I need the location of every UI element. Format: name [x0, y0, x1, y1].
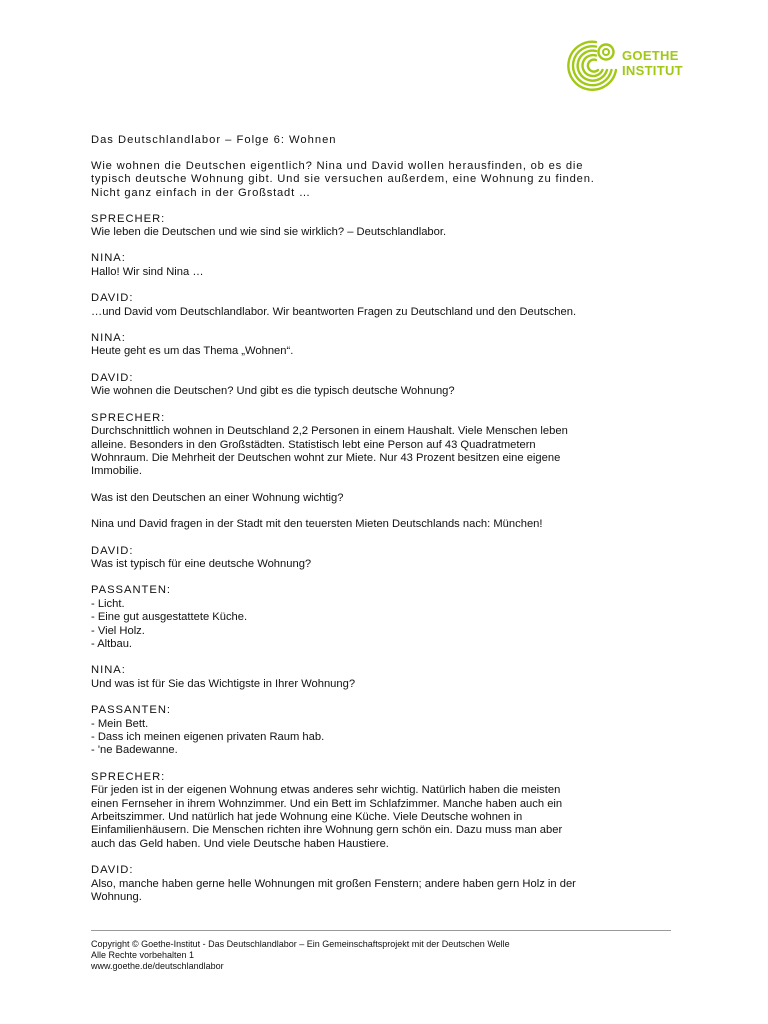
text-line: - Dass ich meinen eigenen privaten Raum hab.: [91, 731, 325, 743]
dialogue-block: [91, 292, 691, 319]
speaker-label: SPRECHER:: [91, 770, 166, 783]
dialogue-block: [91, 864, 691, 904]
intro-paragraph: [91, 160, 691, 200]
dialogue-block: [91, 545, 691, 572]
speaker-label: DAVID:: [91, 864, 134, 877]
text-line: Wohnraum. Die Mehrheit der Deutschen wohnt zur Miete. Nur 43 Prozent besitzen eine eigene: [91, 451, 561, 464]
text-line: …und David vom Deutschlandlabor. Wir beantworten Fragen zu Deutschland und den Deutschen.: [91, 305, 577, 318]
text-line: Heute geht es um das Thema „Wohnen“.: [91, 345, 294, 358]
intro-line: Wie wohnen die Deutschen eigentlich? Nina und David wollen herausfinden, ob es die: [91, 159, 584, 172]
intro-line: typisch deutsche Wohnung gibt. Und sie versuchen außerdem, eine Wohnung zu finden.: [91, 173, 595, 186]
dialogue-block: [91, 372, 691, 399]
text-line: Was ist typisch für eine deutsche Wohnung?: [91, 557, 312, 570]
speaker-label: PASSANTEN:: [91, 704, 172, 717]
text-line: - Mein Bett.: [91, 717, 149, 730]
text-line: alleine. Besonders in den Großstädten. Statistisch lebt eine Person auf 43 Quadratmetern: [91, 438, 536, 451]
speaker-label: NINA:: [91, 332, 126, 345]
dialogue-block: [91, 664, 691, 691]
text-line: auch das Geld haben. Und viele Deutsche haben Haustiere.: [91, 837, 389, 850]
speaker-label: NINA:: [91, 252, 126, 265]
narrative-paragraph: [91, 518, 691, 531]
footer-rights: Alle Rechte vorbehalten 1: [91, 949, 195, 960]
document-title: Das Deutschlandlabor – Folge 6: Wohnen: [91, 134, 337, 146]
speaker-label: SPRECHER:: [91, 411, 166, 424]
speaker-label: NINA:: [91, 664, 126, 677]
dialogue-block: [91, 252, 691, 279]
dialogue-block: [91, 704, 691, 758]
text-line: Immobilie.: [91, 465, 142, 478]
speaker-label: DAVID:: [91, 371, 134, 384]
goethe-institut-logo: [566, 40, 716, 92]
text-line: Wie wohnen die Deutschen? Und gibt es die typisch deutsche Wohnung?: [91, 385, 455, 398]
text-line: Für jeden ist in der eigenen Wohnung etwas anderes sehr wichtig. Natürlich haben die meisten: [91, 784, 561, 797]
text-line: - Viel Holz.: [91, 624, 145, 637]
text-line: - Eine gut ausgestattete Küche.: [91, 611, 248, 624]
logo-line-2: INSTITUT: [622, 63, 683, 78]
text-line: Einfamilienhäusern. Die Menschen richten ihre Wohnung gern schön ein. Dazu muss man aber: [91, 824, 563, 837]
dialogue-sections: [91, 213, 691, 905]
dialogue-block: [91, 412, 691, 479]
text-line: Nina und David fragen in der Stadt mit den teuersten Mieten Deutschlands nach: München!: [91, 518, 543, 531]
dialogue-block: [91, 771, 691, 851]
footer-url: www.goethe.de/deutschlandlabor: [91, 960, 224, 971]
dialogue-block: [91, 213, 691, 240]
dialogue-block: [91, 584, 691, 651]
page-footer: [91, 930, 671, 971]
text-line: Also, manche haben gerne helle Wohnungen mit großen Fenstern; andere haben gern Holz in der: [91, 877, 576, 890]
speaker-label: SPRECHER:: [91, 212, 166, 225]
intro-line: Nicht ganz einfach in der Großstadt …: [91, 186, 311, 199]
logo-line-1: GOETHE: [622, 48, 679, 63]
text-line: Durchschnittlich wohnen in Deutschland 2,2 Personen in einem Haushalt. Viele Menschen leben: [91, 425, 568, 438]
document-body: [91, 134, 691, 917]
text-line: - Licht.: [91, 597, 125, 610]
text-line: Und was ist für Sie das Wichtigste in Ihrer Wohnung?: [91, 677, 356, 690]
text-line: Hallo! Wir sind Nina …: [91, 265, 204, 278]
text-line: Wohnung.: [91, 891, 142, 904]
text-line: Wie leben die Deutschen und wie sind sie wirklich? – Deutschlandlabor.: [91, 226, 447, 239]
text-line: - Altbau.: [91, 637, 133, 650]
text-line: - 'ne Badewanne.: [91, 744, 178, 757]
text-line: Was ist den Deutschen an einer Wohnung wichtig?: [91, 491, 344, 504]
text-line: einen Fernseher in ihrem Wohnzimmer. Und ein Bett im Schlafzimmer. Manche haben auch ein: [91, 797, 563, 810]
goethe-swirl-icon: [566, 40, 618, 92]
logo-wordmark: [622, 48, 683, 78]
narrative-paragraph: [91, 492, 691, 505]
dialogue-block: [91, 332, 691, 359]
speaker-label: PASSANTEN:: [91, 584, 172, 597]
speaker-label: DAVID:: [91, 292, 134, 305]
speaker-label: DAVID:: [91, 544, 134, 557]
footer-copyright: Copyright © Goethe-Institut - Das Deutschlandlabor – Ein Gemeinschaftsprojekt mit der Deutschen Welle: [91, 939, 510, 949]
text-line: Arbeitszimmer. Und natürlich hat jede Wohnung eine Küche. Viele Deutsche wohnen in: [91, 811, 523, 824]
